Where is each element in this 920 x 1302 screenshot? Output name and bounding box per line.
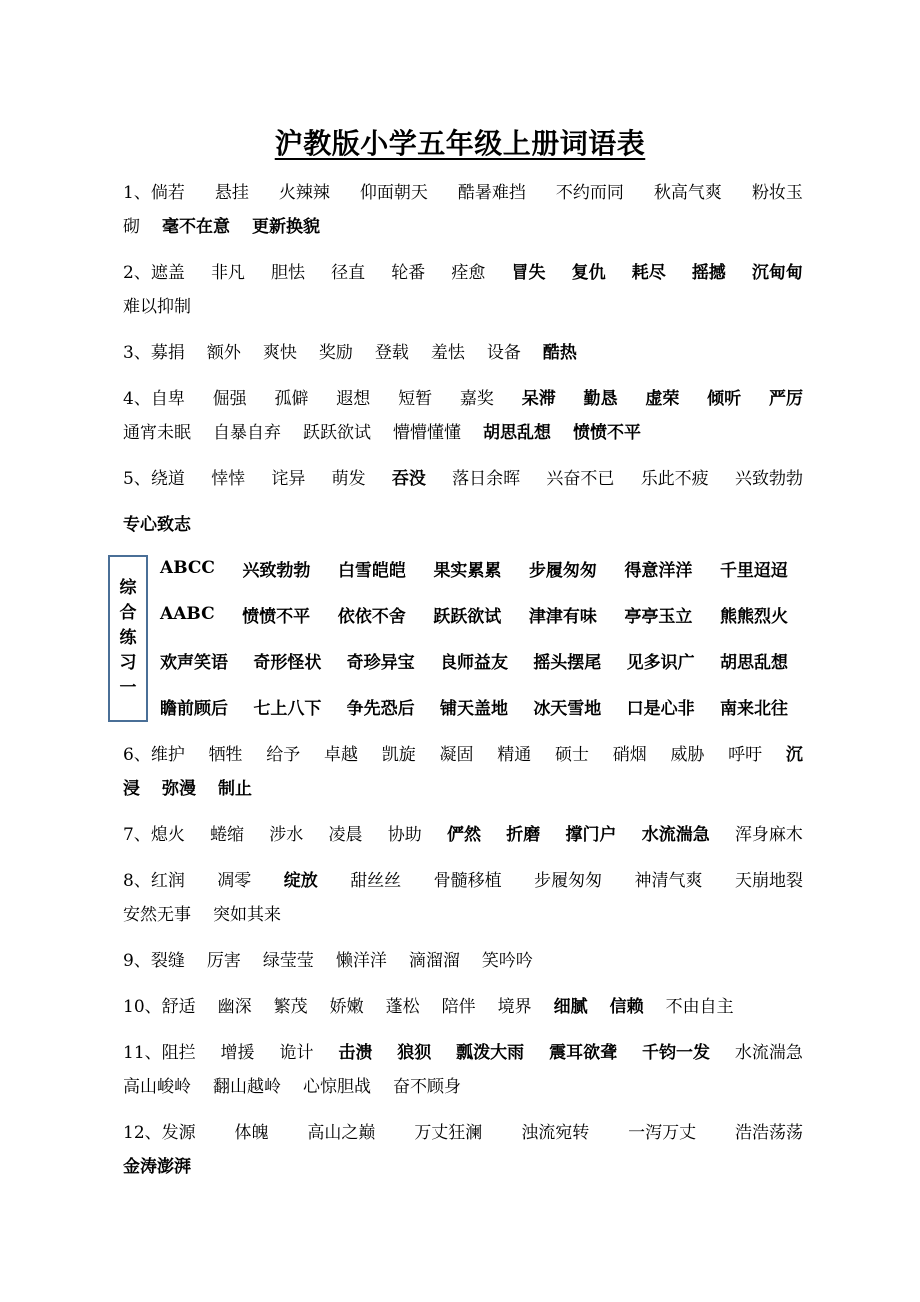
word: 复仇 bbox=[571, 262, 606, 283]
word: 俨然 bbox=[447, 824, 481, 845]
word: 严厉 bbox=[768, 388, 803, 409]
word: 兴致勃勃 bbox=[734, 468, 803, 489]
word: 诧异 bbox=[271, 468, 306, 489]
word: 凋零 bbox=[217, 870, 252, 891]
word: 倾听 bbox=[707, 388, 742, 409]
word: 胡思乱想 bbox=[483, 422, 551, 443]
exercise-word: AABC bbox=[160, 604, 215, 624]
word: 毫不在意 bbox=[162, 216, 230, 237]
word-line bbox=[123, 209, 803, 239]
word: 硕士 bbox=[554, 744, 589, 765]
word: 千钧一发 bbox=[641, 1042, 710, 1063]
word: 3、募捐 bbox=[123, 342, 185, 363]
exercise-word: 瞻前顾后 bbox=[160, 698, 228, 719]
word-line bbox=[123, 863, 803, 893]
word: 境界 bbox=[497, 996, 532, 1017]
word: 酷热 bbox=[542, 342, 577, 363]
word-line bbox=[123, 897, 803, 927]
word: 细腻 bbox=[553, 996, 588, 1017]
exercise-label-char: 合 bbox=[119, 603, 137, 623]
exercise-word: 白雪皑皑 bbox=[337, 560, 406, 581]
word: 一泻万丈 bbox=[628, 1122, 697, 1143]
word: 粉妆玉 bbox=[751, 182, 803, 203]
word-line bbox=[123, 771, 803, 801]
word: 击溃 bbox=[338, 1042, 373, 1063]
word-line bbox=[123, 1069, 803, 1099]
word: 愤愤不平 bbox=[573, 422, 641, 443]
word: 4、自卑 bbox=[123, 388, 185, 409]
word: 浊流宛转 bbox=[521, 1122, 590, 1143]
word: 卓越 bbox=[324, 744, 359, 765]
word: 12、发源 bbox=[123, 1122, 196, 1143]
word: 悻悻 bbox=[211, 468, 246, 489]
word: 狼狈 bbox=[397, 1042, 432, 1063]
word: 难以抑制 bbox=[123, 296, 191, 317]
word: 通宵未眠 bbox=[123, 422, 191, 443]
word: 倔强 bbox=[212, 388, 247, 409]
word: 水流湍急 bbox=[641, 824, 710, 845]
exercise-label-char: 综 bbox=[119, 578, 137, 598]
word: 沉甸甸 bbox=[751, 262, 803, 283]
word: 爽快 bbox=[262, 342, 297, 363]
word: 懵懵懂懂 bbox=[393, 422, 461, 443]
word: 自暴自弃 bbox=[213, 422, 281, 443]
exercise-word: 南来北往 bbox=[719, 698, 788, 719]
word: 6、维护 bbox=[123, 744, 185, 765]
word-line bbox=[123, 507, 803, 537]
word: 折磨 bbox=[506, 824, 541, 845]
word: 沉 bbox=[785, 744, 803, 765]
word: 秋高气爽 bbox=[653, 182, 722, 203]
word: 2、遮盖 bbox=[123, 262, 185, 283]
word: 兴奋不已 bbox=[546, 468, 615, 489]
exercise-word: 见多识广 bbox=[626, 652, 695, 673]
word: 吞没 bbox=[391, 468, 426, 489]
word: 凝固 bbox=[439, 744, 474, 765]
word: 陪伴 bbox=[441, 996, 476, 1017]
word: 萌发 bbox=[331, 468, 366, 489]
exercise-word: 七上八下 bbox=[253, 698, 322, 719]
word: 给予 bbox=[266, 744, 301, 765]
word-line bbox=[123, 989, 803, 1019]
exercise-word: 步履匆匆 bbox=[528, 560, 597, 581]
word: 1、倘若 bbox=[123, 182, 185, 203]
word: 蜷缩 bbox=[210, 824, 245, 845]
word: 更新换貌 bbox=[252, 216, 320, 237]
exercise-word: 口是心非 bbox=[626, 698, 695, 719]
word: 胆怯 bbox=[271, 262, 306, 283]
word: 信赖 bbox=[609, 996, 644, 1017]
word-line bbox=[123, 461, 803, 491]
word: 绿莹莹 bbox=[262, 950, 314, 971]
exercise-word: ABCC bbox=[160, 558, 215, 578]
word: 砌 bbox=[123, 216, 140, 237]
word: 不由自主 bbox=[665, 996, 734, 1017]
word: 专心致志 bbox=[123, 514, 191, 535]
word: 虚荣 bbox=[645, 388, 680, 409]
exercise-word: 争先恐后 bbox=[346, 698, 415, 719]
word: 滴溜溜 bbox=[408, 950, 460, 971]
word: 天崩地裂 bbox=[735, 870, 803, 891]
exercise-word: 兴致勃勃 bbox=[242, 560, 311, 581]
word: 奖励 bbox=[318, 342, 353, 363]
exercise-label-char: 习 bbox=[119, 653, 137, 673]
exercise-word: 铺天盖地 bbox=[439, 698, 508, 719]
word: 绽放 bbox=[283, 870, 318, 891]
word: 轮番 bbox=[391, 262, 426, 283]
word-line bbox=[123, 943, 803, 973]
word: 不约而同 bbox=[555, 182, 624, 203]
word: 跃跃欲试 bbox=[303, 422, 371, 443]
word: 制止 bbox=[218, 778, 252, 799]
word-line bbox=[123, 737, 803, 767]
exercise-word: 果实累累 bbox=[433, 560, 502, 581]
word: 摇撼 bbox=[691, 262, 726, 283]
exercise-word: 冰天雪地 bbox=[533, 698, 602, 719]
word: 高山峻岭 bbox=[123, 1076, 191, 1097]
word-line bbox=[123, 415, 803, 445]
word-line bbox=[123, 1035, 803, 1065]
word: 娇嫩 bbox=[329, 996, 364, 1017]
word: 8、红润 bbox=[123, 870, 185, 891]
word: 额外 bbox=[206, 342, 241, 363]
word-line bbox=[123, 255, 803, 285]
word: 万丈狂澜 bbox=[414, 1122, 483, 1143]
word: 涉水 bbox=[269, 824, 304, 845]
word: 瓢泼大雨 bbox=[456, 1042, 525, 1063]
exercise-word: 奇珍异宝 bbox=[346, 652, 415, 673]
word: 落日余晖 bbox=[452, 468, 521, 489]
exercise-row bbox=[160, 599, 788, 629]
word: 乐此不疲 bbox=[640, 468, 709, 489]
word: 7、熄火 bbox=[123, 824, 185, 845]
word: 繁茂 bbox=[273, 996, 308, 1017]
exercise-word: 得意洋洋 bbox=[624, 560, 693, 581]
word: 蓬松 bbox=[385, 996, 420, 1017]
word: 5、绕道 bbox=[123, 468, 185, 489]
word: 仰面朝天 bbox=[359, 182, 428, 203]
word: 协助 bbox=[387, 824, 422, 845]
word: 翻山越岭 bbox=[213, 1076, 281, 1097]
exercise-word: 胡思乱想 bbox=[719, 652, 788, 673]
word: 耗尽 bbox=[631, 262, 666, 283]
word: 骨髓移植 bbox=[433, 870, 502, 891]
exercise-word: 亭亭玉立 bbox=[624, 606, 693, 627]
word: 厉害 bbox=[206, 950, 241, 971]
word: 径直 bbox=[331, 262, 366, 283]
word: 嘉奖 bbox=[459, 388, 494, 409]
word: 冒失 bbox=[511, 262, 546, 283]
word: 牺牲 bbox=[208, 744, 243, 765]
word: 登载 bbox=[374, 342, 409, 363]
word: 悬挂 bbox=[214, 182, 249, 203]
word: 浸 bbox=[123, 778, 140, 799]
word: 遐想 bbox=[336, 388, 371, 409]
word: 神清气爽 bbox=[634, 870, 703, 891]
exercise-row bbox=[160, 553, 788, 583]
word: 步履匆匆 bbox=[534, 870, 603, 891]
word: 浩浩荡荡 bbox=[734, 1122, 803, 1143]
word: 呼吁 bbox=[728, 744, 763, 765]
page-title: 沪教版小学五年级上册词语表 bbox=[274, 127, 646, 160]
word: 10、舒适 bbox=[123, 996, 196, 1017]
exercise-word: 千里迢迢 bbox=[719, 560, 788, 581]
word: 9、裂缝 bbox=[123, 950, 185, 971]
word: 懒洋洋 bbox=[335, 950, 387, 971]
exercise-word: 熊熊烈火 bbox=[719, 606, 788, 627]
exercise-word: 摇头摆尾 bbox=[533, 652, 602, 673]
exercise-word: 良师益友 bbox=[439, 652, 508, 673]
word: 撑门户 bbox=[565, 824, 617, 845]
word: 突如其来 bbox=[213, 904, 281, 925]
word: 勤恳 bbox=[583, 388, 618, 409]
word: 短暂 bbox=[398, 388, 433, 409]
word: 心惊胆战 bbox=[303, 1076, 371, 1097]
word: 水流湍急 bbox=[734, 1042, 803, 1063]
word: 安然无事 bbox=[123, 904, 191, 925]
exercise-word: 跃跃欲试 bbox=[433, 606, 502, 627]
word: 精通 bbox=[497, 744, 532, 765]
word: 火辣辣 bbox=[278, 182, 330, 203]
exercise-word: 津津有味 bbox=[528, 606, 597, 627]
exercise-word: 奇形怪状 bbox=[253, 652, 322, 673]
word: 硝烟 bbox=[612, 744, 647, 765]
exercise-word: 依依不舍 bbox=[337, 606, 406, 627]
word: 金涛澎湃 bbox=[123, 1156, 191, 1177]
word: 浑身麻木 bbox=[734, 824, 803, 845]
exercise-word: 欢声笑语 bbox=[160, 652, 228, 673]
word: 羞怯 bbox=[430, 342, 465, 363]
word: 凌晨 bbox=[328, 824, 363, 845]
word-line bbox=[123, 817, 803, 847]
exercise-row bbox=[160, 645, 788, 675]
word: 诡计 bbox=[279, 1042, 314, 1063]
word-line bbox=[123, 1115, 803, 1145]
word: 痊愈 bbox=[451, 262, 486, 283]
word: 奋不顾身 bbox=[393, 1076, 461, 1097]
word: 增援 bbox=[220, 1042, 255, 1063]
word: 11、阻拦 bbox=[123, 1042, 196, 1063]
word: 笑吟吟 bbox=[481, 950, 533, 971]
word: 甜丝丝 bbox=[350, 870, 402, 891]
word-line bbox=[123, 381, 803, 411]
word: 非凡 bbox=[210, 262, 245, 283]
word: 体魄 bbox=[234, 1122, 269, 1143]
word: 震耳欲聋 bbox=[549, 1042, 618, 1063]
word: 高山之巅 bbox=[307, 1122, 376, 1143]
word-line bbox=[123, 1149, 803, 1179]
word: 凯旋 bbox=[381, 744, 416, 765]
exercise-label-char: 练 bbox=[119, 628, 137, 648]
exercise-word: 愤愤不平 bbox=[242, 606, 311, 627]
word-line bbox=[123, 335, 803, 365]
word: 弥漫 bbox=[162, 778, 196, 799]
word: 呆滞 bbox=[521, 388, 556, 409]
exercise-label-box bbox=[108, 555, 148, 722]
word: 设备 bbox=[486, 342, 521, 363]
word: 孤僻 bbox=[274, 388, 309, 409]
word: 威胁 bbox=[670, 744, 705, 765]
exercise-label-char: 一 bbox=[119, 678, 137, 698]
word-line bbox=[123, 289, 803, 319]
word: 幽深 bbox=[217, 996, 252, 1017]
exercise-row bbox=[160, 691, 788, 721]
word-line bbox=[123, 175, 803, 205]
word: 酷暑难挡 bbox=[457, 182, 526, 203]
